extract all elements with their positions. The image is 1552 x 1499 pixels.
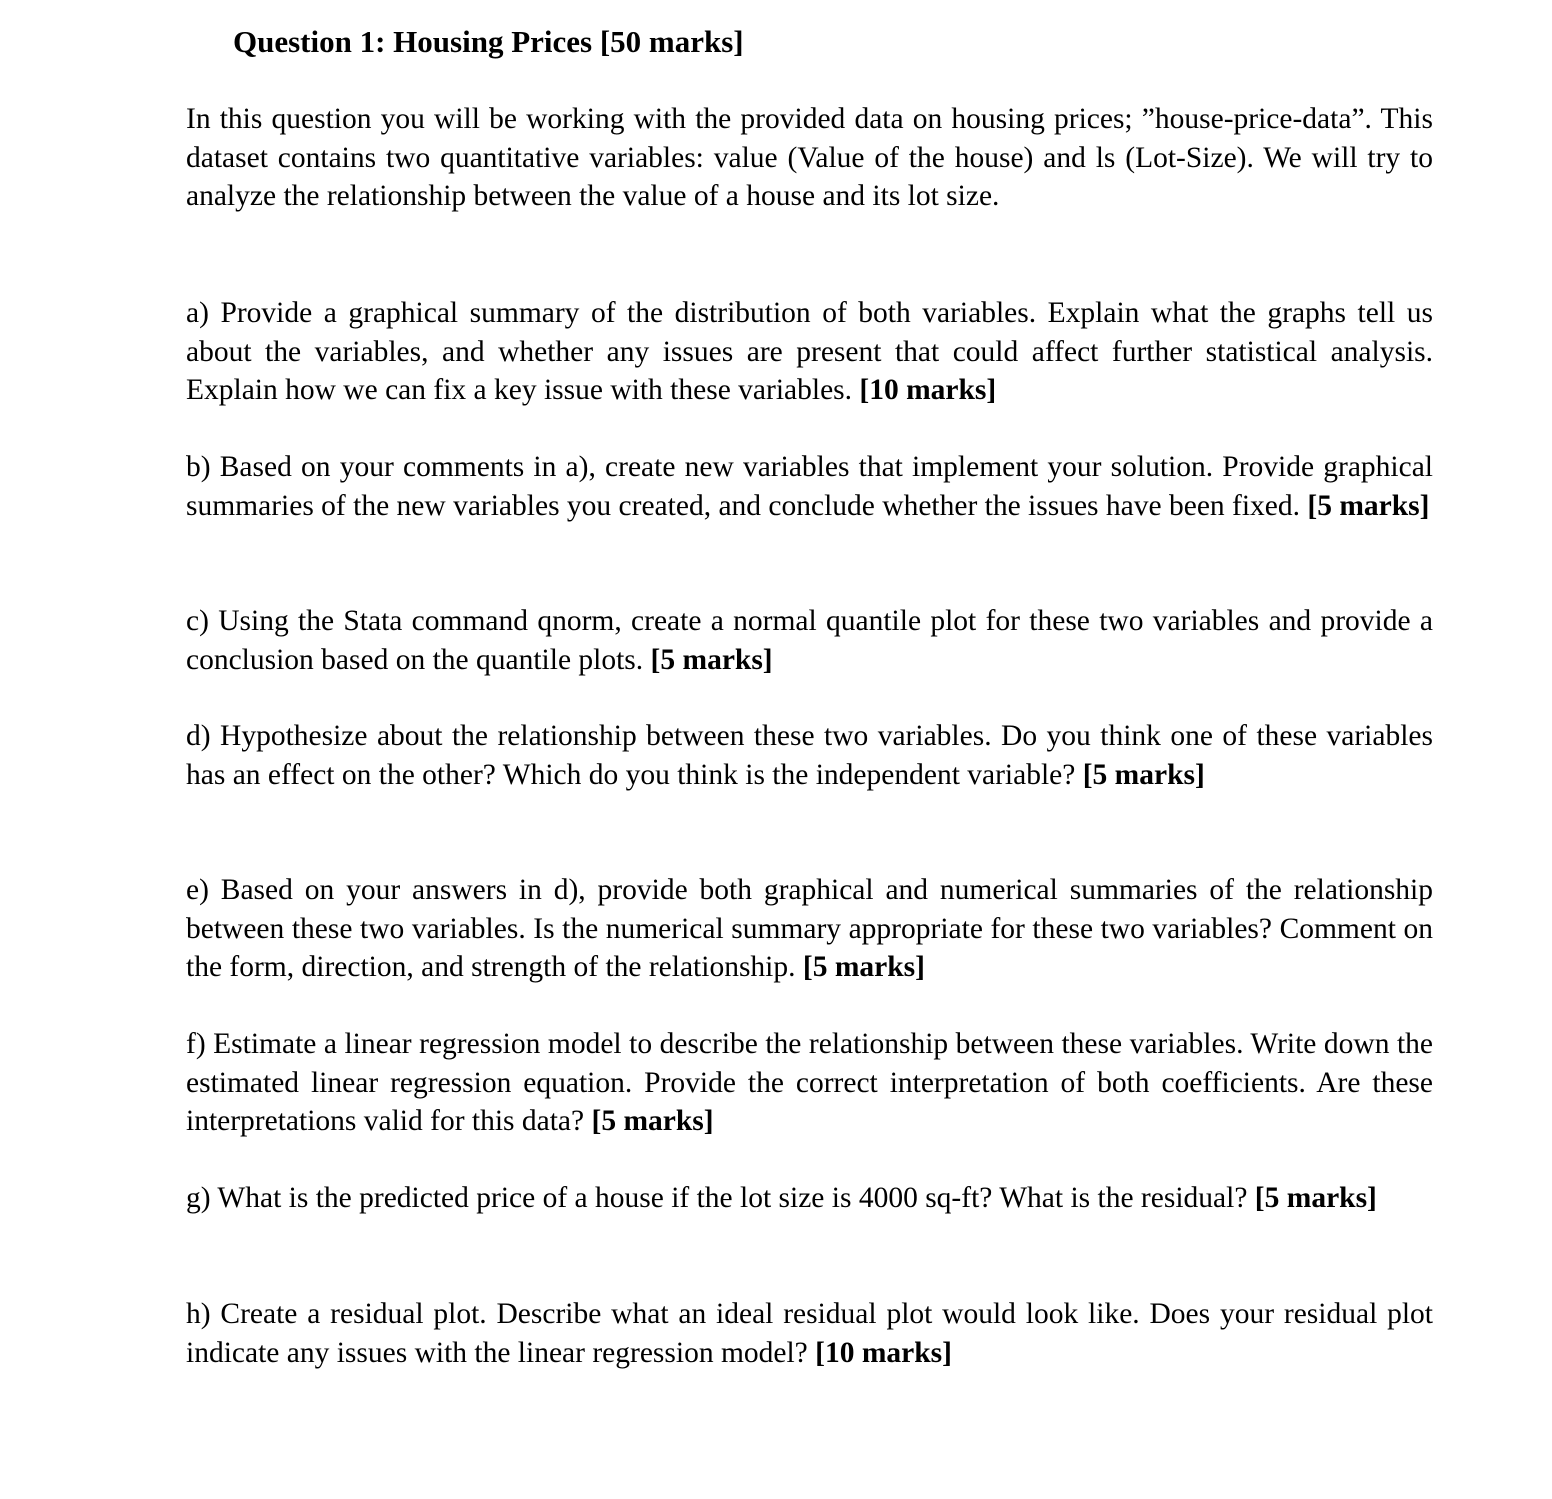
part-a-text: a) Provide a graphical summary of the distribution of both variables. Explain what the graphs tell us about the variables, and whether any issues are present that could affect further statistical analysis. Explain how we can fix a key issue with these variables. xyxy=(186,297,1433,407)
part-h-text: h) Create a residual plot. Describe what an ideal residual plot would look like. Does your residual plot indicate any issues with the linear regression model? xyxy=(186,1298,1433,1369)
part-c xyxy=(186,602,1433,679)
part-g xyxy=(186,1179,1433,1218)
part-d-text: d) Hypothesize about the relationship between these two variables. Do you think one of these variables has an effect on the other? Which do you think is the independent variable? xyxy=(186,720,1433,791)
part-h-marks: [10 marks] xyxy=(815,1336,952,1369)
part-e-text: e) Based on your answers in d), provide both graphical and numerical summaries of the relationship between these two variables. Is the numerical summary appropriate for these two variables? Comment on the form, direction, and strength of the relationship. xyxy=(186,874,1433,984)
part-a xyxy=(186,294,1433,410)
part-b xyxy=(186,448,1433,525)
part-f xyxy=(186,1025,1433,1141)
part-b-text: b) Based on your comments in a), create new variables that implement your solution. Provide graphical summaries of the new variables you created, and conclude whether the issues have been fixed. xyxy=(186,451,1433,522)
question-title: Question 1: Housing Prices [50 marks] xyxy=(233,24,744,59)
part-b-marks: [5 marks] xyxy=(1307,489,1430,522)
part-h xyxy=(186,1295,1433,1372)
part-d xyxy=(186,717,1433,794)
part-a-marks: [10 marks] xyxy=(859,374,997,407)
part-d-marks: [5 marks] xyxy=(1082,758,1205,791)
part-c-text: c) Using the Stata command qnorm, create a normal quantile plot for these two variables and provide a conclusion based on the quantile plots. xyxy=(186,605,1433,676)
part-e-marks: [5 marks] xyxy=(802,951,925,984)
part-g-marks: [5 marks] xyxy=(1254,1182,1377,1214)
part-f-marks: [5 marks] xyxy=(591,1105,714,1138)
part-c-marks: [5 marks] xyxy=(650,643,773,676)
part-f-text: f) Estimate a linear regression model to describe the relationship between these variables. Write down the estimated linear regression equation. Provide the correct interpretation of both coefficients. Are these interpretations valid for this data? xyxy=(186,1028,1433,1138)
part-g-text: g) What is the predicted price of a house if the lot size is 4000 sq-ft? What is the residual? xyxy=(186,1182,1248,1214)
part-e xyxy=(186,871,1433,987)
question-intro: In this question you will be working with the provided data on housing prices; ”house-price-data”. This dataset contains two quantitative variables: value (Value of the house) and ls (Lot-Size). We will try to analyze the relationship between the value of a house and its lot size. xyxy=(186,103,1433,213)
